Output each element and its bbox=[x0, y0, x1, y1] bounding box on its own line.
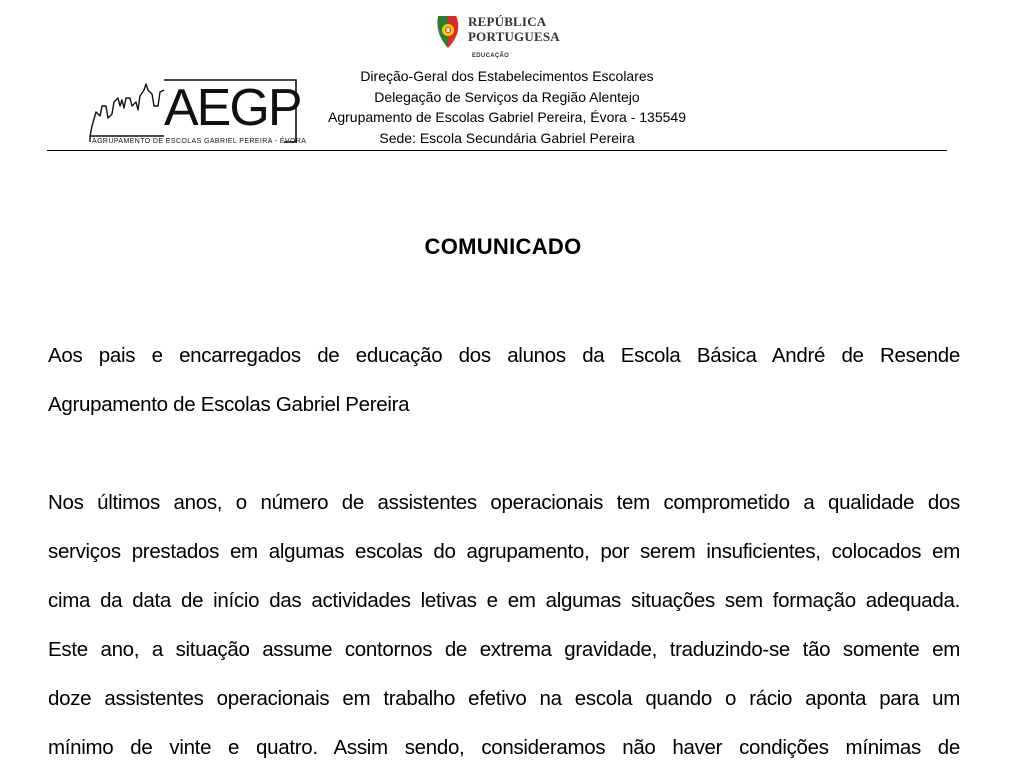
institution-line-1: Direção-Geral dos Estabelecimentos Escolares bbox=[360, 68, 654, 84]
aegp-logo-text: AEGP bbox=[164, 79, 301, 137]
body-paragraph bbox=[48, 478, 960, 772]
gov-sub-label: EDUCAÇÃO bbox=[472, 53, 510, 59]
aegp-logo bbox=[88, 76, 307, 150]
paragraph-line: Agrupamento de Escolas Gabriel Pereira bbox=[48, 393, 410, 416]
gov-name-line2: PORTUGUESA bbox=[468, 29, 560, 44]
paragraph-line: mínimo de vinte e quatro. Assim sendo, consideramos não haver condições mínimas de bbox=[48, 736, 960, 759]
paragraph-line: Aos pais e encarregados de educação dos alunos da Escola Básica André de Resende bbox=[48, 344, 960, 367]
republica-portuguesa-logo bbox=[434, 12, 564, 64]
addressee-paragraph bbox=[48, 331, 960, 429]
paragraph-line: cima da data de início das actividades letivas e em algumas situações sem formação adequada. bbox=[48, 589, 960, 612]
paragraph-line: serviços prestados em algumas escolas do agrupamento, por serem insuficientes, colocados em bbox=[48, 540, 960, 563]
paragraph-line: doze assistentes operacionais em trabalho efetivo na escola quando o rácio aponta para um bbox=[48, 687, 960, 710]
paragraph-line: Nos últimos anos, o número de assistentes operacionais tem comprometido a qualidade dos bbox=[48, 491, 960, 514]
document-title: COMUNICADO bbox=[424, 234, 582, 259]
gov-name-line1: REPÚBLICA bbox=[468, 14, 547, 29]
header-divider bbox=[47, 150, 947, 151]
paragraph-line: Este ano, a situação assume contornos de extrema gravidade, traduzindo-se tão somente em bbox=[48, 638, 960, 661]
aegp-logo-caption: AGRUPAMENTO DE ESCOLAS GABRIEL PEREIRA - ÉVORA bbox=[92, 138, 307, 145]
institution-line-2: Delegação de Serviços da Região Alentejo bbox=[374, 88, 640, 105]
institution-line-3: Agrupamento de Escolas Gabriel Pereira, Évora - 135549 bbox=[328, 109, 686, 125]
institution-block bbox=[300, 66, 714, 148]
portuguese-emblem-icon bbox=[434, 12, 462, 52]
institution-line-4: Sede: Escola Secundária Gabriel Pereira bbox=[379, 129, 635, 146]
